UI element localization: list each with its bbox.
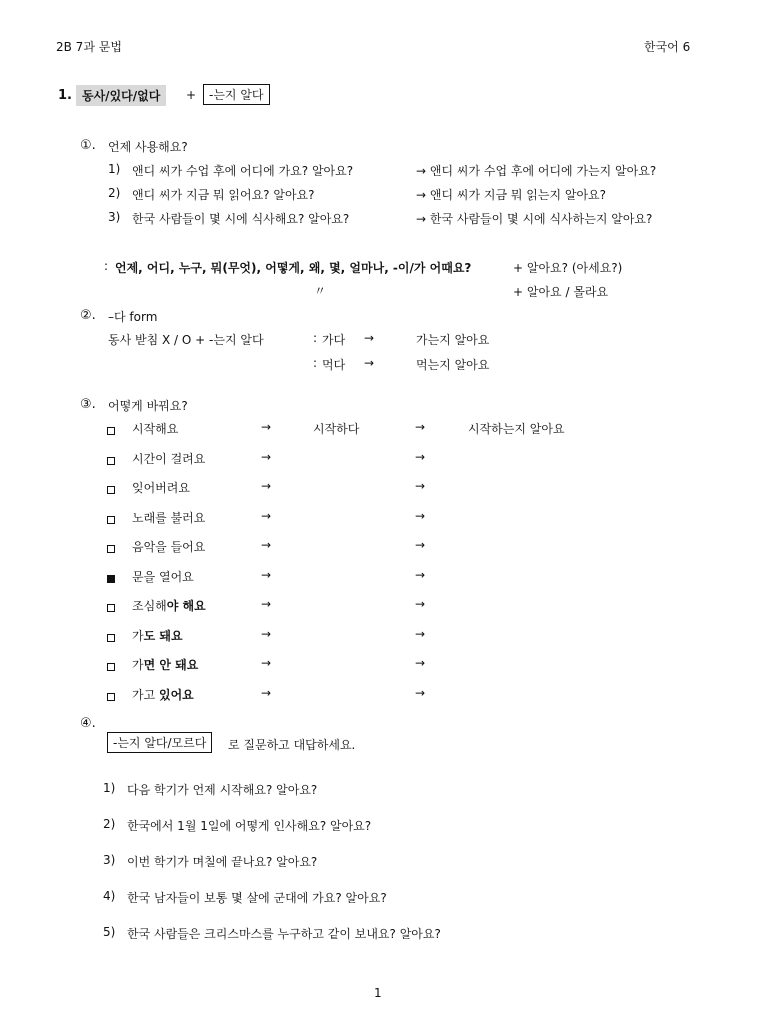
row-phrase	[132, 450, 205, 467]
arrow-icon: →	[415, 509, 426, 523]
row-phrase	[132, 479, 190, 496]
arrow-icon: →	[415, 479, 426, 493]
exercise-question: 한국 사람들은 크리스마스를 누구하고 같이 보내요? 알아요?	[127, 927, 441, 941]
arrow-icon: →	[261, 509, 272, 523]
exercise-question: 한국에서 1월 1일에 어떻게 인사해요? 알아요?	[127, 819, 372, 833]
row-phrase	[132, 509, 205, 526]
arrow-icon: →	[415, 686, 426, 700]
arrow-icon: →	[364, 331, 375, 345]
rule-tail: + 알아요? (아세요?)	[513, 261, 623, 275]
row-phrase-bold: 면 안 돼요	[143, 658, 199, 672]
checkbox-icon	[107, 542, 115, 556]
rule-question-words: 언제, 어디, 누구, 뭐(무엇), 어떻게, 왜, 몇, 얼마나, -이/가 어때요?	[115, 261, 472, 275]
section3-marker: ③.	[80, 397, 96, 412]
checkbox-icon	[107, 424, 115, 438]
checkbox-icon	[107, 631, 115, 645]
row-phrase	[132, 568, 194, 585]
header-right: 한국어 6	[644, 40, 691, 54]
row-phrase	[132, 627, 183, 644]
row-base-form: 시작하다	[313, 422, 360, 436]
row-phrase-bold: 있어요	[159, 688, 194, 702]
row-phrase-stem: 시간이 걸려요	[132, 452, 206, 466]
row-phrase	[132, 538, 205, 555]
exercise-question: 이번 학기가 며칠에 끝나요? 알아요?	[127, 855, 318, 869]
example-colon: :	[313, 331, 318, 345]
row-phrase-stem: 조심해	[132, 599, 167, 613]
row-phrase-stem: 가	[132, 658, 144, 672]
exercise-question: 한국 남자들이 보통 몇 살에 군대에 가요? 알아요?	[127, 891, 387, 905]
arrow-icon: →	[415, 450, 426, 464]
title-boxed: -는지 알다	[203, 84, 270, 105]
checkbox-icon	[107, 601, 115, 615]
section2-heading: –다 form	[108, 310, 158, 324]
row-phrase-bold: 도 돼요	[143, 629, 183, 643]
section4-marker: ④.	[80, 716, 96, 731]
arrow-icon: →	[415, 420, 426, 434]
checkbox-icon	[107, 660, 115, 674]
arrow-icon: →	[261, 538, 272, 552]
arrow-icon: →	[261, 597, 272, 611]
exercise-num: 2)	[103, 817, 116, 831]
section2-marker: ②.	[80, 308, 96, 323]
section1-item-num: 1)	[108, 162, 121, 176]
arrow-icon: →	[415, 568, 426, 582]
row-phrase	[132, 597, 206, 614]
title-highlight: 동사/있다/없다	[76, 85, 166, 106]
example-result: 가는지 알아요	[416, 333, 490, 347]
arrow-icon: →	[261, 420, 272, 434]
section1-item-answer: → 앤디 씨가 수업 후에 어디에 가는지 알아요?	[416, 164, 657, 178]
example-result: 먹는지 알아요	[416, 358, 490, 372]
page-number: 1	[374, 986, 382, 1000]
title-plus: +	[186, 88, 197, 102]
arrow-icon: →	[415, 597, 426, 611]
exercise-question: 다음 학기가 언제 시작해요? 알아요?	[127, 783, 318, 797]
exercise-num: 3)	[103, 853, 116, 867]
checkbox-icon	[107, 572, 115, 586]
rule2-tail: + 알아요 / 몰라요	[513, 285, 609, 299]
checkbox-icon	[107, 513, 115, 527]
section1-item-num: 2)	[108, 186, 121, 200]
exercise-num: 1)	[103, 781, 116, 795]
row-phrase	[132, 656, 198, 673]
example-verb: 가다	[322, 333, 346, 347]
row-phrase-bold: 야 해요	[166, 599, 206, 613]
section1-heading: 언제 사용해요?	[108, 140, 188, 154]
exercise-num: 4)	[103, 889, 116, 903]
row-phrase-stem: 가고	[132, 688, 159, 702]
arrow-icon: →	[261, 568, 272, 582]
row-result: 시작하는지 알아요	[468, 422, 565, 436]
section1-item-answer: → 앤디 씨가 지금 뭐 읽는지 알아요?	[416, 188, 607, 202]
section3-heading: 어떻게 바꿔요?	[108, 399, 188, 413]
section1-item-question: 앤디 씨가 수업 후에 어디에 가요? 알아요?	[132, 164, 354, 178]
row-phrase-stem: 문을 열어요	[132, 570, 194, 584]
row-phrase-stem: 노래를 불러요	[132, 511, 206, 525]
arrow-icon: →	[261, 656, 272, 670]
checkbox-icon	[107, 454, 115, 468]
row-phrase	[132, 686, 194, 703]
example-verb: 먹다	[322, 358, 346, 372]
arrow-icon: →	[261, 686, 272, 700]
section2-rule: 동사 받침 X / O + -는지 알다	[108, 333, 264, 347]
checkbox-icon	[107, 483, 115, 497]
section1-item-question: 한국 사람들이 몇 시에 식사해요? 알아요?	[132, 212, 350, 226]
exercise-num: 5)	[103, 925, 116, 939]
row-phrase-stem: 시작해요	[132, 422, 179, 436]
row-phrase-stem: 가	[132, 629, 144, 643]
arrow-icon: →	[415, 656, 426, 670]
header-left: 2B 7과 문법	[56, 40, 122, 54]
section1-item-answer: → 한국 사람들이 몇 시에 식사하는지 알아요?	[416, 212, 653, 226]
section4-boxed: -는지 알다/모르다	[107, 732, 212, 753]
arrow-icon: →	[364, 356, 375, 370]
rule-prefix: :	[104, 259, 109, 273]
arrow-icon: →	[261, 627, 272, 641]
arrow-icon: →	[415, 627, 426, 641]
section1-item-num: 3)	[108, 210, 121, 224]
row-phrase-stem: 음악을 들어요	[132, 540, 206, 554]
arrow-icon: →	[261, 479, 272, 493]
title-number: 1.	[58, 88, 72, 103]
arrow-icon: →	[415, 538, 426, 552]
checkbox-icon	[107, 690, 115, 704]
section1-marker: ①.	[80, 138, 96, 153]
row-phrase	[132, 420, 178, 437]
ditto-mark: 〃	[314, 284, 327, 298]
arrow-icon: →	[261, 450, 272, 464]
example-colon: :	[313, 356, 318, 370]
section1-item-question: 앤디 씨가 지금 뭐 읽어요? 알아요?	[132, 188, 315, 202]
section4-instruction: 로 질문하고 대답하세요.	[228, 738, 356, 752]
row-phrase-stem: 잊어버려요	[132, 481, 190, 495]
